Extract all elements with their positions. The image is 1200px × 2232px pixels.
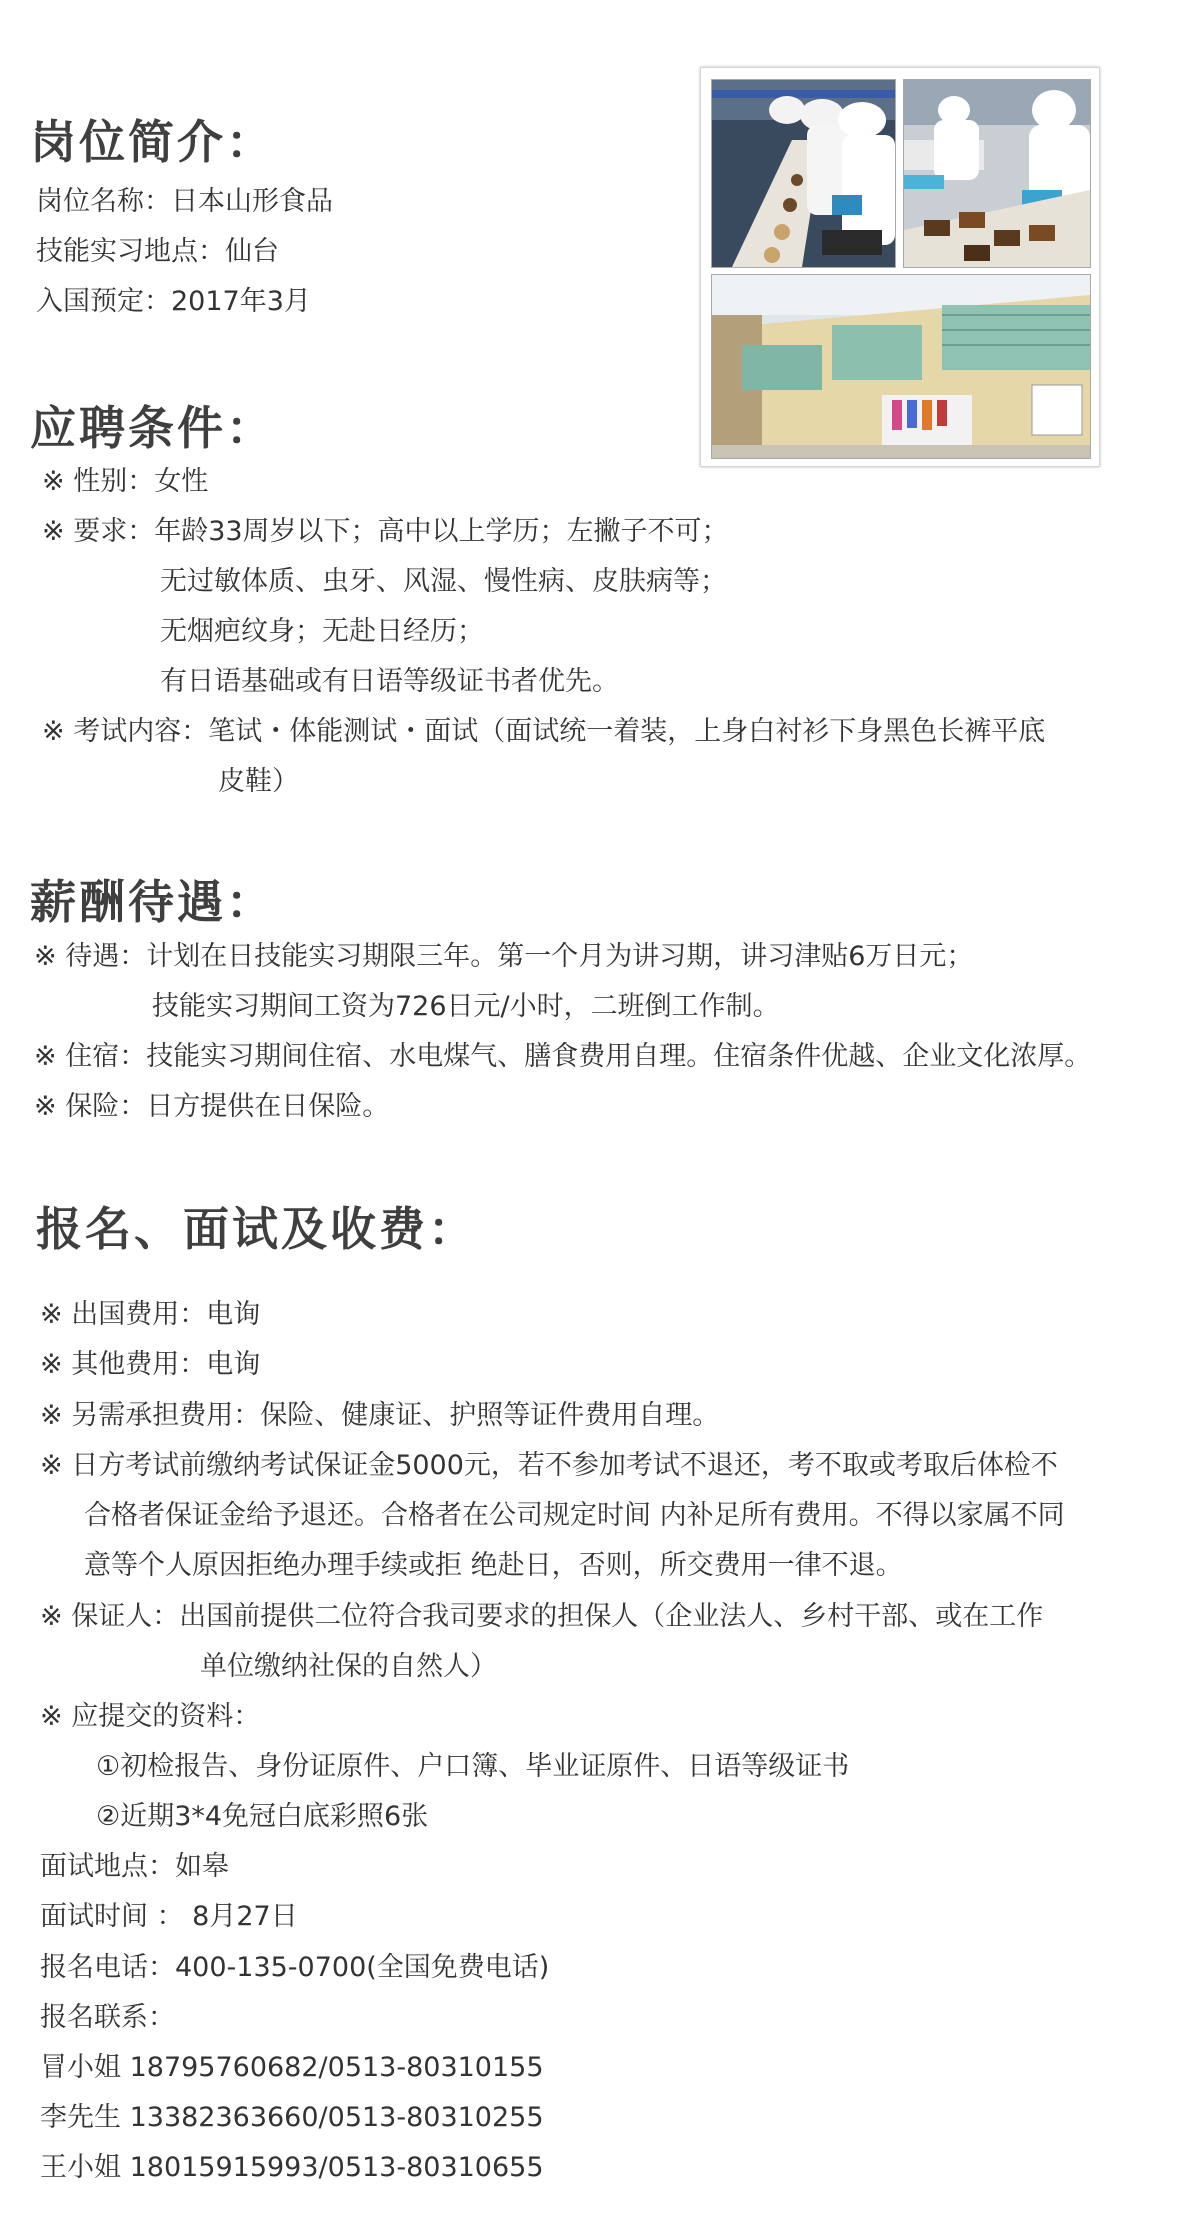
documents-item-1: ①初检报告、身份证原件、户口簿、毕业证原件、日语等级证书	[96, 1751, 850, 1782]
signup-phone: 报名电话：400-135-0700(全国免费电话)	[40, 1952, 550, 1983]
requirement-main: ※ 要求：年龄33周岁以下；高中以上学历；左撇子不可；	[42, 516, 729, 547]
signup-contact-heading: 报名联系：	[40, 2002, 175, 2033]
salary-housing: ※ 住宿：技能实习期间住宿、水电煤气、膳食费用自理。住宿条件优越、企业文化浓厚。	[34, 1041, 1092, 1072]
fee-extra: ※ 另需承担费用：保险、健康证、护照等证件费用自理。	[40, 1400, 720, 1431]
photo-collage	[700, 67, 1100, 467]
requirement-exam: ※ 考试内容：笔试・体能测试・面试（面试统一着装，上身白衬衫下身黑色长裤平底	[42, 716, 1046, 747]
contact-2: 李先生 13382363660/0513-80310255	[40, 2102, 544, 2133]
documents-heading: ※ 应提交的资料：	[40, 1701, 261, 1732]
salary-treatment: ※ 待遇：计划在日技能实习期限三年。第一个月为讲习期，讲习津贴6万日元；	[34, 941, 974, 972]
contact-1: 冒小姐 18795760682/0513-80310155	[40, 2052, 544, 2083]
guarantor-line-2: 单位缴纳社保的自然人）	[200, 1651, 497, 1682]
section-title-signup: 报名、面试及收费：	[36, 1202, 477, 1256]
factory-photo-1	[711, 79, 896, 268]
section-title-intro: 岗位简介：	[30, 115, 275, 169]
factory-photo-2	[903, 79, 1091, 268]
requirement-history: 无烟疤纹身；无赴日经历；	[160, 616, 484, 647]
requirement-japanese: 有日语基础或有日语等级证书者优先。	[160, 666, 619, 697]
interview-location: 面试地点：如皋	[40, 1851, 229, 1882]
deposit-line-2: 合格者保证金给予退还。合格者在公司规定时间 内补足所有费用。不得以家属不同	[84, 1500, 1065, 1531]
requirement-health: 无过敏体质、虫牙、风湿、慢性病、皮肤病等；	[160, 566, 727, 597]
documents-item-2: ②近期3*4免冠白底彩照6张	[96, 1801, 429, 1832]
section-title-salary: 薪酬待遇：	[30, 875, 275, 929]
interview-time: 面试时间 ： 8月27日	[40, 1901, 298, 1932]
deposit-line-3: 意等个人原因拒绝办理手续或拒 绝赴日，否则，所交费用一律不退。	[84, 1550, 903, 1581]
guarantor-line-1: ※ 保证人：出国前提供二位符合我司要求的担保人（企业法人、乡村干部、或在工作	[40, 1601, 1044, 1632]
fee-other: ※ 其他费用：电询	[40, 1349, 261, 1380]
requirement-exam-cont: 皮鞋）	[218, 766, 299, 797]
salary-wage: 技能实习期间工资为726日元/小时，二班倒工作制。	[152, 991, 780, 1022]
job-location-line: 技能实习地点：仙台	[36, 236, 279, 267]
contact-3: 王小姐 18015915993/0513-80310655	[40, 2152, 544, 2183]
fee-departure: ※ 出国费用：电询	[40, 1299, 261, 1330]
deposit-line-1: ※ 日方考试前缴纳考试保证金5000元，若不参加考试不退还，考不取或考取后体检不	[40, 1450, 1058, 1481]
job-name-line: 岗位名称：日本山形食品	[36, 186, 333, 217]
requirement-gender: ※ 性别：女性	[42, 466, 209, 497]
entry-date-line: 入国预定：2017年3月	[36, 286, 311, 317]
salary-insurance: ※ 保险：日方提供在日保险。	[34, 1091, 390, 1122]
section-title-requirements: 应聘条件：	[30, 401, 275, 455]
dormitory-photo	[711, 274, 1091, 459]
